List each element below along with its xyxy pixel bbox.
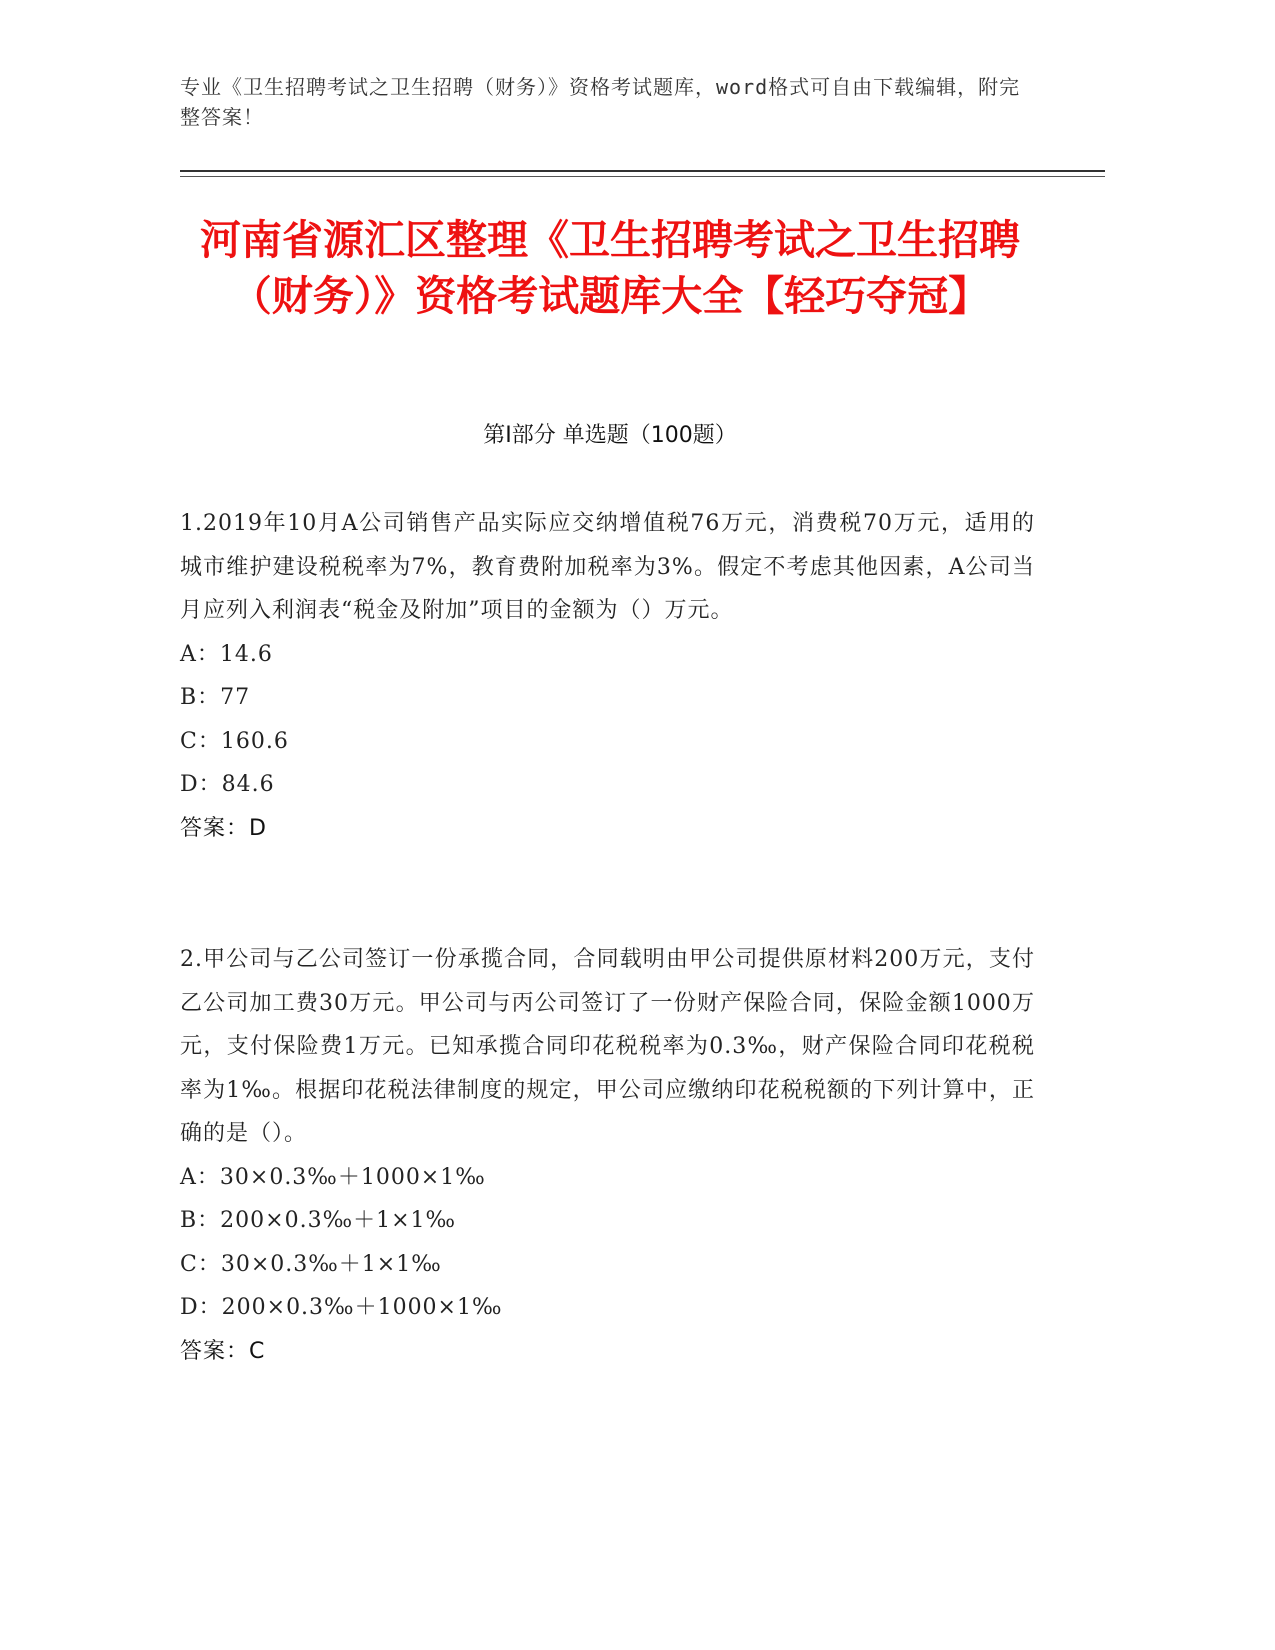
answer-line: 答案：C (180, 1338, 266, 1364)
document-title: 河南省源汇区整理《卫生招聘考试之卫生招聘（财务）》资格考试题库大全【轻巧夺冠】 (200, 216, 1020, 320)
option-d: D：200×0.3‰＋1000×1‰ (180, 1295, 503, 1320)
header-note: 专业《卫生招聘考试之卫生招聘（财务）》资格考试题库，word格式可自由下载编辑，附完整答案！ (180, 75, 1021, 129)
question-2 (180, 938, 1035, 1373)
question-stem: 2.甲公司与乙公司签订一份承揽合同，合同载明由甲公司提供原材料200万元，支付乙公司加工费30万元。甲公司与丙公司签订了一份财产保险合同，保险金额1000万元，支付保险费1万元。已知承揽合同印花税税率为0.3‰，财产保险合同印花税税率为1‰。根据印花税法律制度的规定，甲公司应缴纳印花税税额的下列计算中，正确的是（）。 (180, 947, 1035, 1146)
question-stem: 1.2019年10月A公司销售产品实际应交纳增值税76万元，消费税70万元，适用的城市维护建设税税率为7%，教育费附加税率为3%。假定不考虑其他因素，A公司当月应列入利润表“税金及附加”项目的金额为（）万元。 (180, 511, 1035, 623)
option-c: C：30×0.3‰＋1×1‰ (180, 1251, 442, 1277)
option-a: A：14.6 (180, 641, 273, 667)
header-divider-thin (180, 176, 1105, 177)
option-a: A：30×0.3‰＋1000×1‰ (180, 1164, 486, 1190)
question-1 (180, 502, 1035, 850)
answer-line: 答案：D (180, 815, 267, 841)
option-d: D：84.6 (180, 772, 275, 797)
section-title: 第Ⅰ部分 单选题（100题） (483, 423, 737, 448)
option-c: C：160.6 (180, 728, 289, 754)
option-b: B：200×0.3‰＋1×1‰ (180, 1208, 457, 1233)
option-b: B：77 (180, 685, 251, 710)
header-divider-thick (180, 170, 1105, 172)
